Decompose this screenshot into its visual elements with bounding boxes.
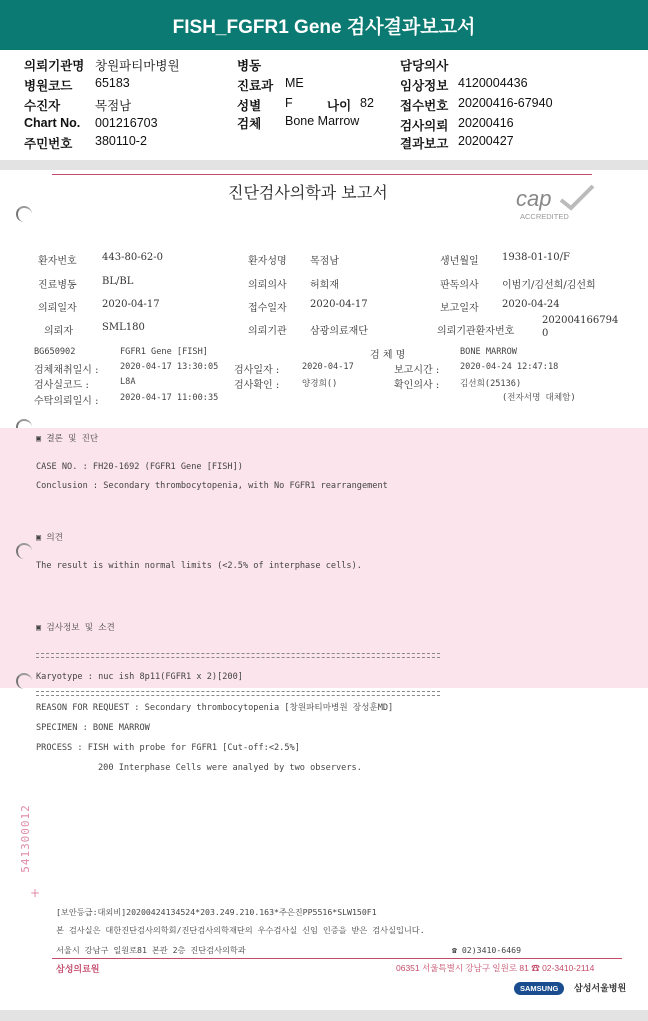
inst-label: 의뢰기관 xyxy=(248,326,287,337)
conclusion-heading: ▣ 결론 및 진단 xyxy=(36,434,99,444)
report-label: 결과보고 xyxy=(400,137,449,151)
samsung-logo: SAMSUNG xyxy=(514,982,564,995)
rec-date-label: 접수일자 xyxy=(248,303,287,314)
conclusion-text: Conclusion : Secondary thrombocytopenia, with No FGFR1 rearrangement xyxy=(36,481,388,491)
report-value: 20200427 xyxy=(458,134,514,148)
summary-info-panel xyxy=(0,50,648,160)
verify-label: 검사확인 : xyxy=(234,380,280,391)
hospital-code-value: 65183 xyxy=(95,76,130,90)
inst-pid-label: 의뢰기관환자번호 xyxy=(437,326,515,337)
pname-label: 환자성명 xyxy=(248,256,287,267)
rrn-value: 380110-2 xyxy=(95,134,147,148)
cells-text: 200 Interphase Cells were analyed by two observers. xyxy=(98,763,362,773)
req-date-value: 2020-04-17 xyxy=(102,299,160,310)
pname-value: 목점남 xyxy=(310,256,339,267)
plus-mark-icon: + xyxy=(30,886,41,900)
age-value: 82 xyxy=(360,96,374,110)
document-title: 진단검사의학과 보고서 xyxy=(228,183,388,202)
chart-value: 001216703 xyxy=(95,116,158,130)
lab-phone: ☎ 02)3410-6469 xyxy=(452,945,522,955)
req-doc-value: 허희재 xyxy=(310,280,339,291)
rec-date-value: 2020-04-17 xyxy=(310,299,368,310)
test-date-label: 검사일자 : xyxy=(234,365,280,376)
case-number: CASE NO. : FH20-1692 (FGFR1 Gene [FISH]) xyxy=(36,462,243,472)
institution-label: 의뢰기관명 xyxy=(24,59,85,73)
rep-time-label: 보고시간 : xyxy=(394,365,440,376)
dob-value: 1938-01-10/F xyxy=(502,252,570,263)
reader-label: 판독의사 xyxy=(440,280,479,291)
double-rule xyxy=(36,653,440,658)
dept-value: ME xyxy=(285,76,304,90)
req-doc-label: 의뢰의사 xyxy=(248,280,287,291)
ward-field-label: 진료병동 xyxy=(38,280,77,291)
recv-value: 2020-04-17 11:00:35 xyxy=(120,393,219,403)
specimen-value: Bone Marrow xyxy=(285,114,360,128)
side-number: 541300012 xyxy=(18,804,32,873)
rep-date-value: 2020-04-24 xyxy=(502,299,560,310)
esign-note: (전자서명 대체함) xyxy=(502,393,576,403)
clinical-value: 4120004436 xyxy=(458,76,528,90)
room-label: 검사실코드 : xyxy=(34,380,89,391)
specimen-text: SPECIMEN : BONE MARROW xyxy=(36,723,150,733)
opinion-text: The result is within normal limits (<2.5% of interphase cells). xyxy=(36,561,362,571)
requester-label: 의뢰자 xyxy=(44,326,73,337)
top-rule xyxy=(52,174,592,175)
reader-value: 이범기/김선희/김선희 xyxy=(502,280,596,291)
process-text: PROCESS : FISH with probe for FGFR1 [Cut-off:<2.5%] xyxy=(36,743,300,753)
cap-logo-text: cap xyxy=(516,186,552,211)
karyotype-text: Karyotype : nuc ish 8p11(FGFR1 x 2)[200] xyxy=(36,672,243,682)
hospital-name: 삼성서울병원 xyxy=(574,983,627,993)
org-name: 삼성의료원 xyxy=(56,964,100,974)
certification-line: 본 검사실은 대한진단검사의학회/진단검사의학재단의 우수검사실 신임 인증을 받은 검사실입니다. xyxy=(56,925,425,935)
results-section xyxy=(0,428,648,688)
footer-rule xyxy=(52,958,622,959)
requester-value: SML180 xyxy=(102,322,145,333)
collect-value: 2020-04-17 13:30:05 xyxy=(120,362,219,372)
cap-logo xyxy=(512,188,597,222)
test-date-value: 2020-04-17 xyxy=(302,362,354,372)
inst-pid-value-line1: 202004166794 xyxy=(542,315,619,326)
cap-accredited-text: ACCREDITED xyxy=(520,212,569,221)
request-value: 20200416 xyxy=(458,116,514,130)
receipt-label: 접수번호 xyxy=(400,99,449,113)
room-value: L8A xyxy=(120,377,136,387)
punch-hole-icon xyxy=(16,673,32,689)
dob-label: 생년월일 xyxy=(440,256,479,267)
ward-field-value: BL/BL xyxy=(102,276,134,287)
report-title-bar xyxy=(0,0,648,50)
clinical-label: 임상정보 xyxy=(400,79,449,93)
age-label: 나이 xyxy=(327,99,352,113)
org-address: 06351 서울특별시 강남구 일원로 81 ☎ 02-3410-2114 xyxy=(396,963,595,973)
verify-value: 양경희() xyxy=(302,379,338,389)
confirm-label: 확인의사 : xyxy=(394,380,440,391)
pid-value: 443-80-62-0 xyxy=(102,252,164,263)
section-divider xyxy=(0,160,648,170)
specimen-name-label: 검 체 명 xyxy=(370,350,406,361)
specimen-label: 검체 xyxy=(237,117,262,131)
inst-value: 삼광의료재단 xyxy=(310,326,368,337)
rrn-label: 주민번호 xyxy=(24,137,73,151)
collect-label: 검체채취일시 : xyxy=(34,365,99,376)
recv-label: 수탁의뢰일시 : xyxy=(34,396,99,407)
lab-report-document xyxy=(0,170,648,1010)
sex-value: F xyxy=(285,96,293,110)
rep-date-label: 보고일자 xyxy=(440,303,479,314)
double-rule xyxy=(36,691,440,696)
lab-address: 서울시 강남구 일원로81 본관 2층 진단검사의학과 xyxy=(56,945,246,955)
doctor-label: 담당의사 xyxy=(400,59,449,73)
patient-label: 수진자 xyxy=(24,99,61,113)
check-icon xyxy=(557,182,597,212)
test-code: BG650902 xyxy=(34,347,76,357)
dept-label: 진료과 xyxy=(237,79,274,93)
report-title: FISH_FGFR1 Gene 검사결과보고서 xyxy=(172,16,476,38)
request-label: 검사의뢰 xyxy=(400,119,449,133)
inst-pid-value-line2: 0 xyxy=(542,328,549,339)
findings-heading: ▣ 검사정보 및 소견 xyxy=(36,623,115,633)
receipt-value: 20200416-67940 xyxy=(458,96,553,110)
test-name: FGFR1 Gene [FISH] xyxy=(120,347,208,357)
rep-time-value: 2020-04-24 12:47:18 xyxy=(460,362,559,372)
req-date-label: 의뢰일자 xyxy=(38,303,77,314)
confirm-value: 김선희(25136) xyxy=(460,379,522,389)
specimen-name-value: BONE MARROW xyxy=(460,347,517,357)
pid-label: 환자번호 xyxy=(38,256,77,267)
reason-text: REASON FOR REQUEST : Secondary thrombocytopenia [창원파티마병원 장성훈MD] xyxy=(36,703,394,713)
security-line: [보안등급:대외비]20200424134524*203.249.210.163*주은진PP5516*SLW150F1 xyxy=(56,907,377,917)
opinion-heading: ▣ 의견 xyxy=(36,533,63,543)
hospital-code-label: 병원코드 xyxy=(24,79,73,93)
patient-value: 목점남 xyxy=(95,99,132,113)
punch-hole-icon xyxy=(16,206,32,222)
chart-label: Chart No. xyxy=(24,116,81,130)
sex-label: 성별 xyxy=(237,99,262,113)
punch-hole-icon xyxy=(16,543,32,559)
bottom-divider xyxy=(0,1010,648,1021)
ward-label: 병동 xyxy=(237,59,262,73)
institution-value: 창원파티마병원 xyxy=(95,59,180,73)
